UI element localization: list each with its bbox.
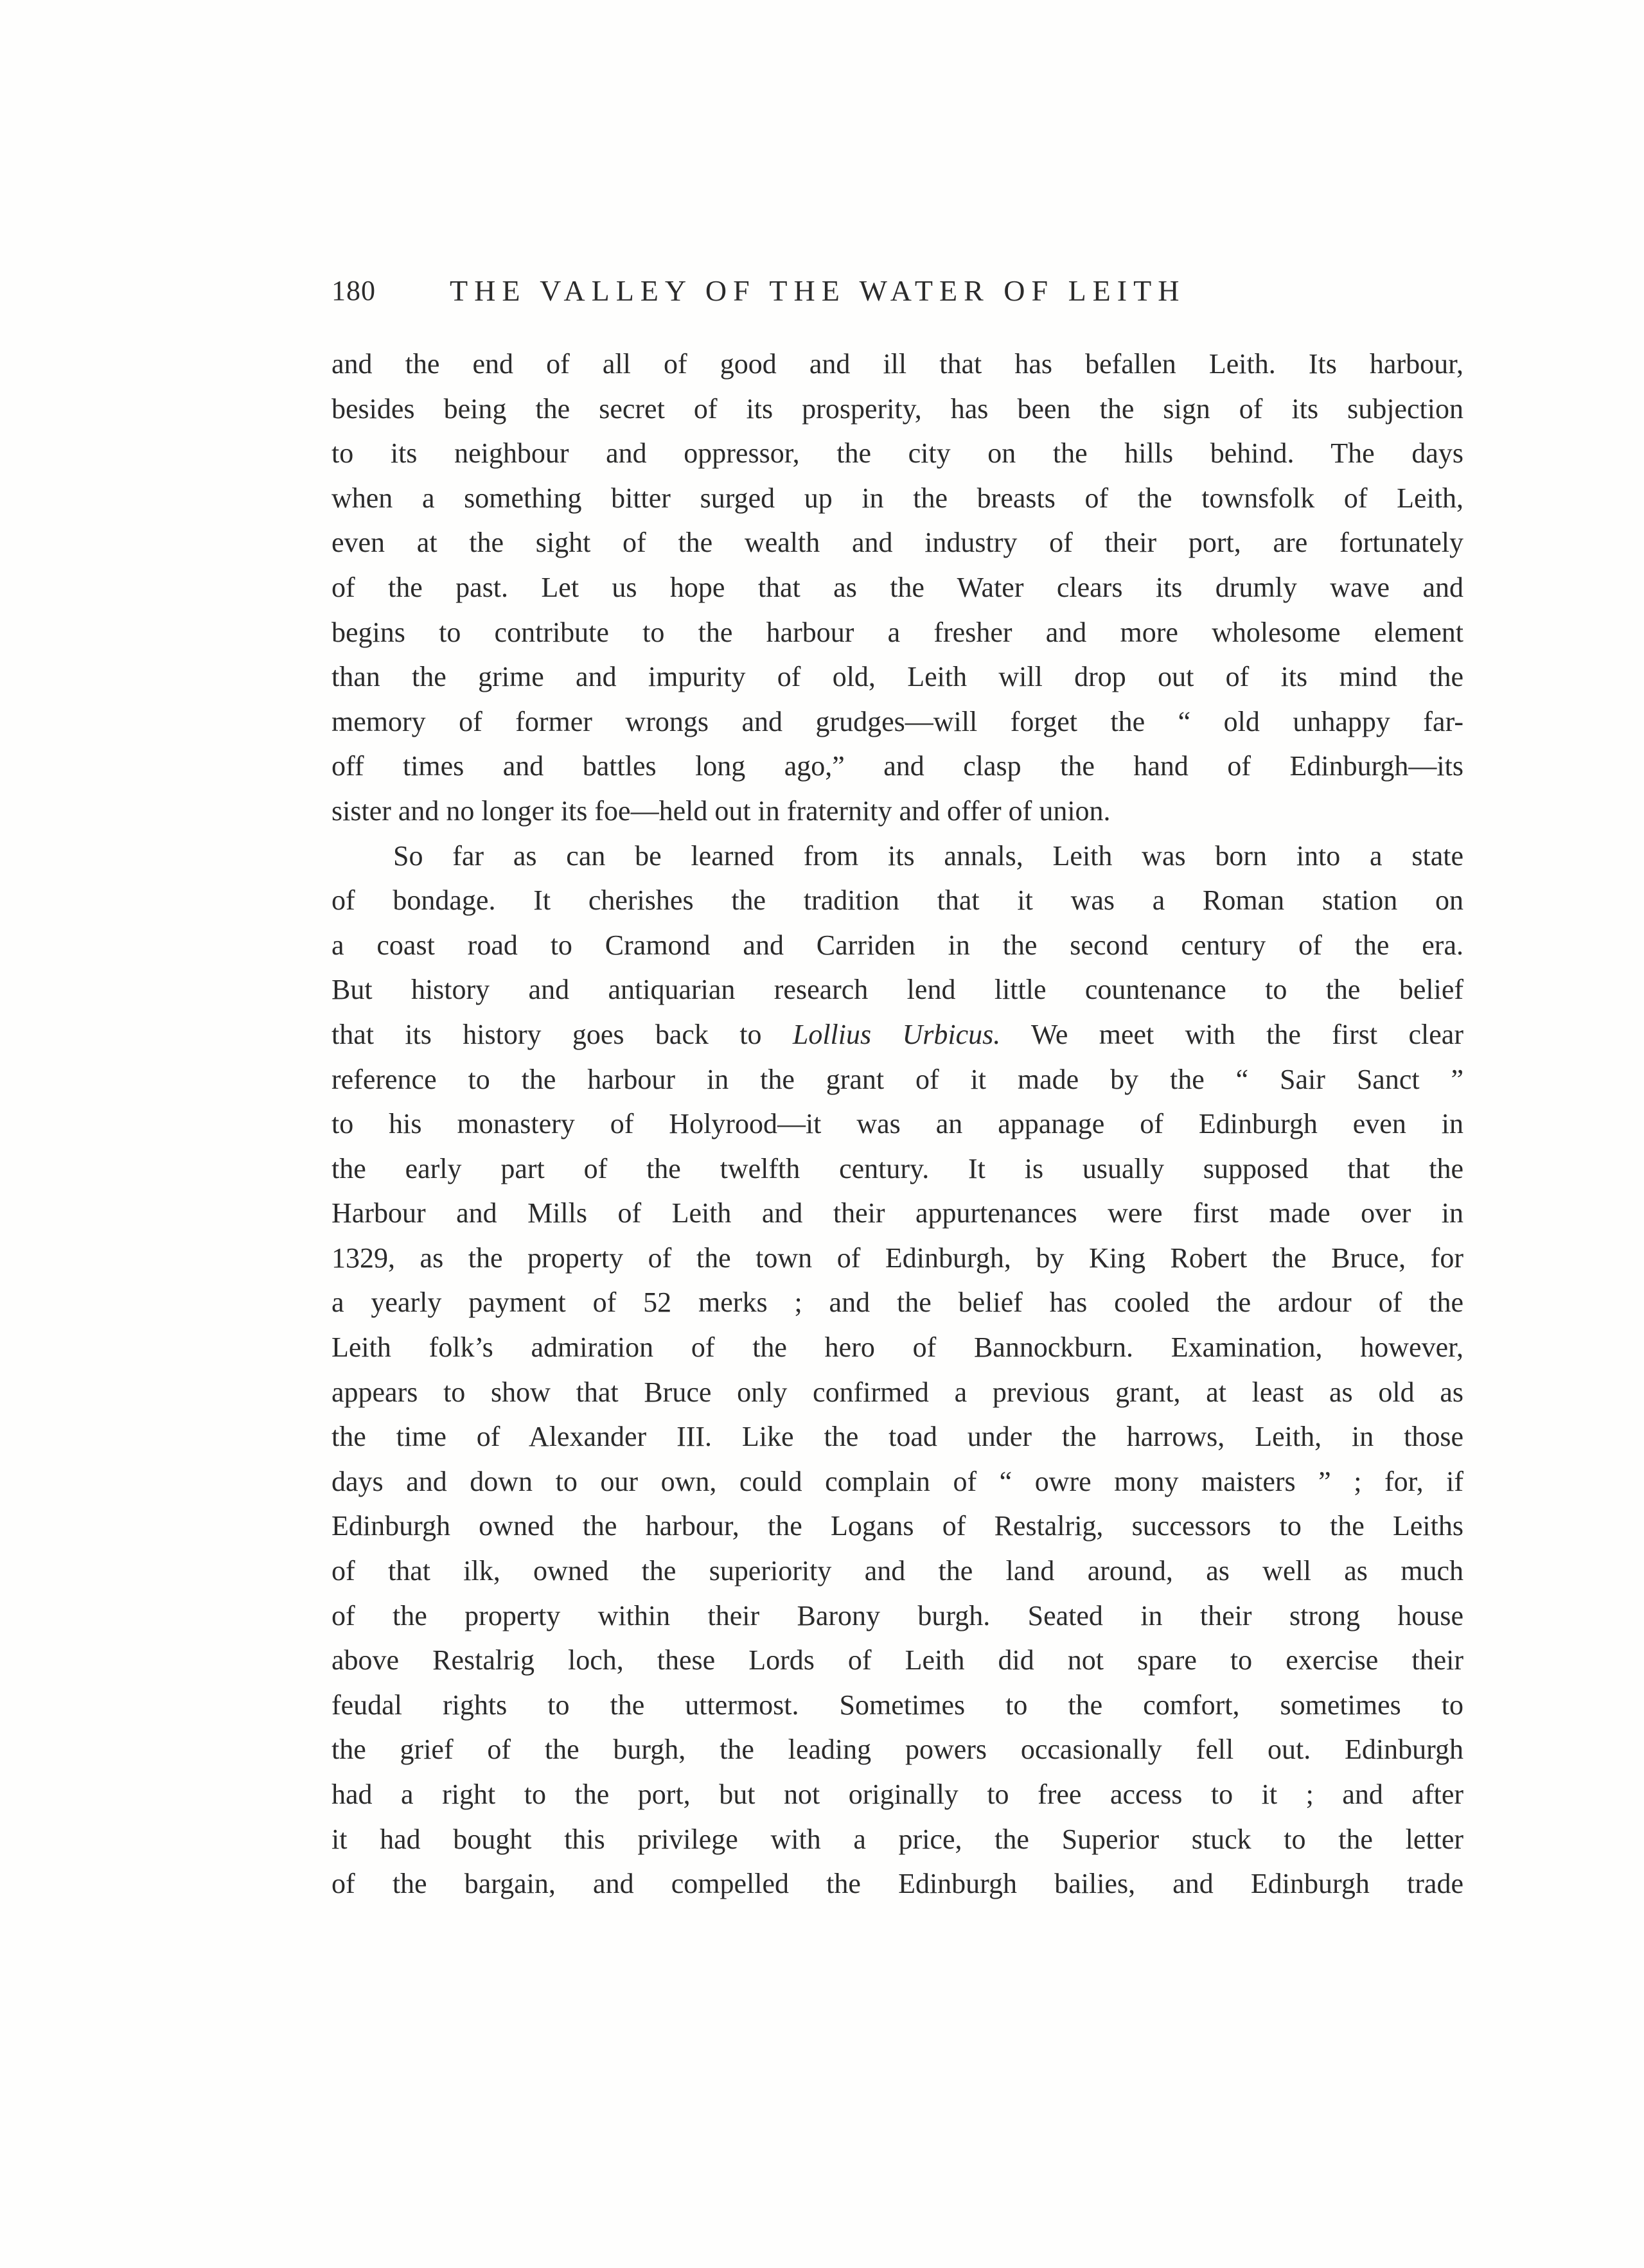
text-line: of the past. Let us hope that as the Water clears its drumly wave and <box>331 571 1463 603</box>
text-line: had a right to the port, but not originally to free access to it ; and after <box>331 1779 1463 1810</box>
text-line: above Restalrig loch, these Lords of Leith did not spare to exercise their <box>331 1644 1463 1676</box>
text-line: off times and battles long ago,” and clasp the hand of Edinburgh—its <box>331 750 1463 782</box>
page-number: 180 <box>331 275 376 306</box>
text-line: Harbour and Mills of Leith and their appurtenances were first made over in <box>331 1197 1463 1229</box>
text-line: But history and antiquarian research lend little countenance to the belief <box>331 974 1463 1006</box>
text-line: feudal rights to the uttermost. Sometimes to the comfort, sometimes to <box>331 1689 1463 1721</box>
running-title: THE VALLEY OF THE WATER OF LEITH <box>450 274 1186 307</box>
text-line: of that ilk, owned the superiority and the land around, as well as much <box>331 1555 1463 1587</box>
italic-name: Lollius Urbicus. <box>792 1018 1001 1050</box>
text-line: a yearly payment of 52 merks ; and the belief has cooled the ardour of the <box>331 1287 1463 1319</box>
text-line: of bondage. It cherishes the tradition that it was a Roman station on <box>331 884 1463 917</box>
text-line: memory of former wrongs and grudges—will forget the “ old unhappy far- <box>331 705 1463 737</box>
text-line: it had bought this privilege with a price, the Superior stuck to the letter <box>331 1823 1463 1855</box>
text-line: appears to show that Bruce only confirmed a previous grant, at least as old as <box>331 1376 1463 1408</box>
text-line: 1329, as the property of the town of Edinburgh, by King Robert the Bruce, for <box>331 1242 1463 1274</box>
body-text <box>331 342 1463 1906</box>
text-line: Edinburgh owned the harbour, the Logans of Restalrig, successors to the Leiths <box>331 1510 1463 1542</box>
text-line: the early part of the twelfth century. It is usually supposed that the <box>331 1152 1463 1184</box>
text-line: when a something bitter surged up in the breasts of the townsfolk of Leith, <box>331 482 1463 514</box>
text-line: than the grime and impurity of old, Leith will drop out of its mind the <box>331 661 1463 693</box>
text-line: days and down to our own, could complain of “ owre mony maisters ” ; for, if <box>331 1465 1463 1497</box>
text-line: a coast road to Cramond and Carriden in the second century of the era. <box>331 929 1463 961</box>
text-line: the time of Alexander III. Like the toad under the harrows, Leith, in those <box>331 1421 1463 1453</box>
text-line: Leith folk’s admiration of the hero of Bannockburn. Examination, however, <box>331 1332 1463 1364</box>
text-line: and the end of all of good and ill that has befallen Leith. Its harbour, <box>331 348 1463 380</box>
text-line: of the bargain, and compelled the Edinburgh bailies, and Edinburgh trade <box>331 1868 1463 1900</box>
text-line-with-italic <box>331 1012 1463 1057</box>
paragraph-end-line: sister and no longer its foe—held out in fraternity and offer of union. <box>331 795 1111 827</box>
text-line: of the property within their Barony burgh. Seated in their strong house <box>331 1599 1463 1631</box>
text-line: to his monastery of Holyrood—it was an appanage of Edinburgh even in <box>331 1108 1463 1140</box>
text-line: besides being the secret of its prosperity, has been the sign of its subjection <box>331 392 1463 425</box>
text-segment: that its history goes back to <box>331 1018 762 1050</box>
text-line: to its neighbour and oppressor, the city on the hills behind. The days <box>331 437 1463 470</box>
text-line: the grief of the burgh, the leading powers occasionally fell out. Edinburgh <box>331 1734 1463 1766</box>
text-line: even at the sight of the wealth and industry of their port, are fortunately <box>331 527 1463 559</box>
text-line: reference to the harbour in the grant of it made by the “ Sair Sanct ” <box>331 1063 1463 1095</box>
page-header <box>331 268 1347 313</box>
text-segment: We meet with the first clear <box>1030 1018 1463 1050</box>
paragraph-start-line: So far as can be learned from its annals, Leith was born into a state <box>393 840 1463 872</box>
text-line: begins to contribute to the harbour a fresher and more wholesome element <box>331 616 1463 648</box>
